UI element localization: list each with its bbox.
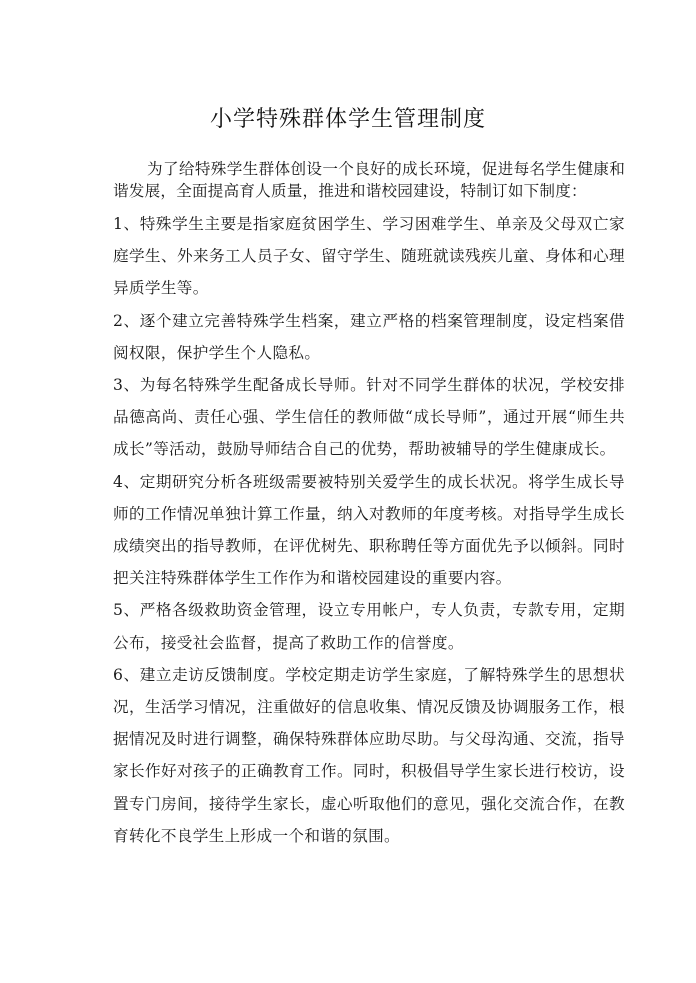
document-title: 小学特殊群体学生管理制度 — [209, 107, 486, 132]
rule-item-2: 2、逐个建立完善特殊学生档案，建立严格的档案管理制度，设定档案借阅权限，保护学生个人隐私。 — [113, 311, 625, 362]
rule-item-3: 3、为每名特殊学生配备成长导师。针对不同学生群体的状况，学校安排品德高尚、责任心强、学生信任的教师做“成长导师”，通过开展“师生共成长”等活动，鼓励导师结合自己的优势，帮助被辅导的学生健康成长。 — [113, 376, 625, 459]
intro-paragraph: 为了给特殊学生群体创设一个良好的成长环境，促进每名学生健康和谐发展，全面提高育人质量，推进和谐校园建设，特制订如下制度： — [113, 160, 625, 200]
rule-item-5: 5、严格各级救助资金管理，设立专用帐户，专人负责，专款专用，定期公布，接受社会监督，提高了救助工作的信誉度。 — [113, 601, 625, 652]
rule-item-6: 6、建立走访反馈制度。学校定期走访学生家庭，了解特殊学生的思想状况，生活学习情况，注重做好的信息收集、情况反馈及协调服务工作，根据情况及时进行调整，确保特殊群体应助尽助。与父母沟通、交流，指导家长作好对孩子的正确教育工作。同时，积极倡导学生家长进行校访，设置专门房间，接待学生家长，虚心听取他们的意见，强化交流合作，在教育转化不良学生上形成一个和谐的氛围。 — [113, 665, 625, 845]
document-body — [113, 158, 625, 852]
rule-item-4: 4、定期研究分析各班级需要被特别关爱学生的成长状况。将学生成长导师的工作情况单独计算工作量，纳入对教师的年度考核。对指导学生成长成绩突出的指导教师，在评优树先、职称聘任等方面优先予以倾斜。同时把关注特殊群体学生工作作为和谐校园建设的重要内容。 — [113, 472, 625, 588]
rule-item-1: 1、特殊学生主要是指家庭贫困学生、学习困难学生、单亲及父母双亡家庭学生、外来务工人员子女、留守学生、随班就读残疾儿童、身体和心理异质学生等。 — [113, 215, 625, 298]
